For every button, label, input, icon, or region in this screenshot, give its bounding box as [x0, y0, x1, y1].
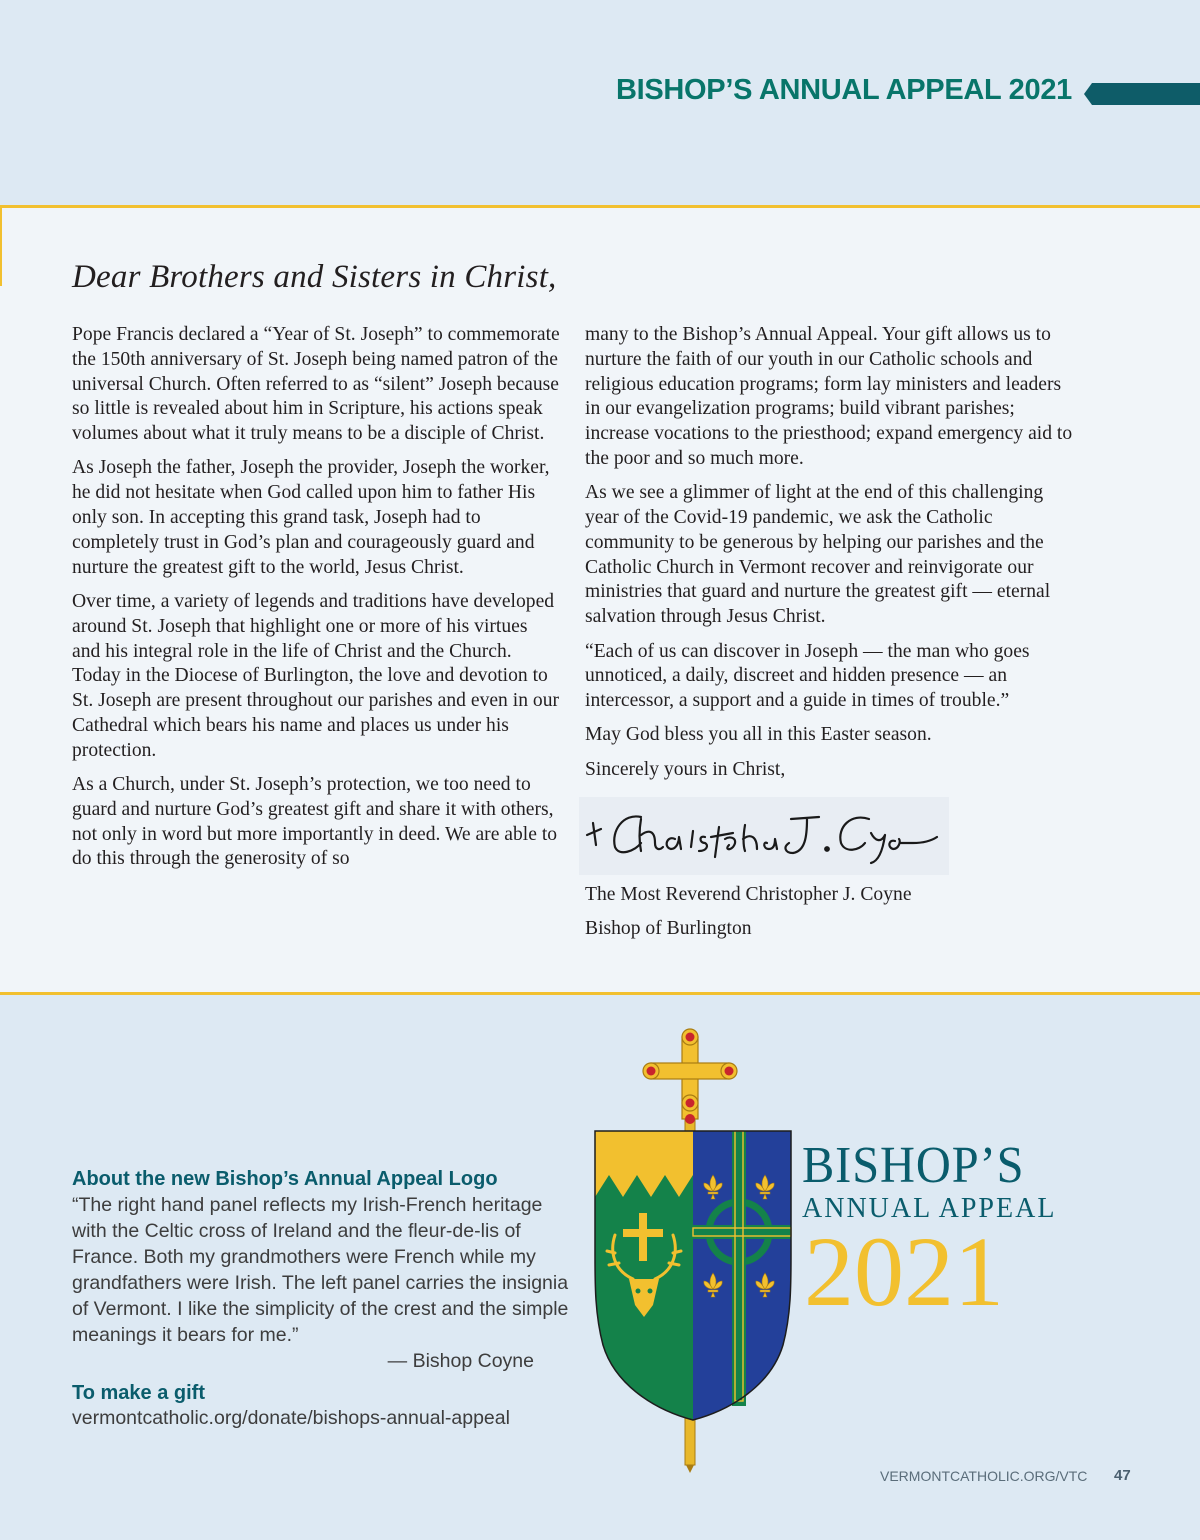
appeal-shield-emblem	[585, 1025, 805, 1475]
letter-paragraph: As a Church, under St. Joseph’s protection, we too need to guard and nurture God’s greatest gift and share it with others, not only in word but more importantly in deed. We are able to do this through the generosity of so	[72, 774, 558, 870]
about-logo-quote: “The right hand panel reflects my Irish-French heritage with the Celtic cross of Ireland and the fleur-de-lis of France. Both my grandmothers were French while my grandfathers were Irish. The left panel carries the insignia of Vermont. I like the simplicity of the crest and the simple meanings it bears for me.”	[72, 1194, 569, 1346]
about-logo-section	[72, 1168, 572, 1430]
gold-accent-line	[0, 208, 2, 286]
letter-salutation: Dear Brothers and Sisters in Christ,	[72, 259, 557, 295]
footer-website[interactable]: VERMONTCATHOLIC.ORG/VTC	[880, 1468, 1088, 1484]
logo-line-bishops: BISHOP’S	[802, 1137, 1025, 1194]
letter-right-column	[585, 323, 1075, 951]
letter-quote: “Each of us can discover in Joseph — the man who goes unnoticed, a daily, discreet and hidden presence — an intercessor, a support and a guide in times of trouble.”	[585, 640, 1030, 712]
logo-year: 2021	[804, 1216, 1004, 1327]
page-number: 47	[1114, 1467, 1131, 1484]
letter-paragraph: As we see a glimmer of light at the end of this challenging year of the Covid-19 pandemic, we ask the Catholic community to be generous by helping our parishes and the Catholic Church in Vermont recover and reinvigorate our ministries that guard and nurture the greatest gift — eternal salvation through Jesus Christ.	[585, 482, 1051, 628]
letter-closing: Sincerely yours in Christ,	[585, 758, 786, 780]
quote-attribution: — Bishop Coyne	[387, 1350, 534, 1372]
signature-image	[579, 797, 949, 875]
letter-paragraph: many to the Bishop’s Annual Appeal. Your gift allows us to nurture the faith of our youth in our Catholic schools and religious education programs; form lay ministers and leaders in our evangelization programs; build vibrant parishes; increase vocations to the priesthood; expand emergency aid to the poor and so much more.	[585, 324, 1073, 469]
letter-paragraph: As Joseph the father, Joseph the provider, Joseph the worker, he did not hesitate when God called upon him to father His only son. In accepting this grand task, Joseph had to completely trust in God’s plan and courageously guard and nurture the greatest gift to the world, Jesus Christ.	[72, 457, 550, 578]
page-header-title: BISHOP’S ANNUAL APPEAL 2021	[615, 74, 1072, 106]
letter-left-column	[72, 323, 560, 882]
appeal-logo-wordmark	[802, 1137, 1057, 1327]
letter-paragraph: Over time, a variety of legends and traditions have developed around St. Joseph that highlight one or more of his virtues and his integral role in the life of Christ and the Church. Today in the Diocese of Burlington, the love and devotion to St. Joseph are present throughout our parishes and even in our Cathedral which bears his name and places us under his protection.	[72, 590, 560, 761]
letter-blessing: May God bless you all in this Easter season.	[585, 724, 932, 746]
gift-heading: To make a gift	[72, 1382, 205, 1404]
signer-title: Bishop of Burlington	[585, 917, 752, 939]
logo-line-annual-appeal: ANNUAL APPEAL	[802, 1193, 1057, 1224]
letter-paragraph: Pope Francis declared a “Year of St. Joseph” to commemorate the 150th anniversary of St. Joseph being named patron of the universal Church. Often referred to as “silent” Joseph because so little is revealed about him in Scripture, his actions speak volumes about what it truly means to be a disciple of Christ.	[72, 324, 560, 445]
letter-panel	[0, 205, 1200, 995]
gift-section	[72, 1382, 572, 1430]
header-tab-decoration	[1084, 83, 1200, 105]
signer-name: The Most Reverend Christopher J. Coyne	[585, 883, 912, 905]
about-logo-heading: About the new Bishop’s Annual Appeal Logo	[72, 1168, 498, 1190]
gift-link[interactable]: vermontcatholic.org/donate/bishops-annual-appeal	[72, 1407, 510, 1429]
